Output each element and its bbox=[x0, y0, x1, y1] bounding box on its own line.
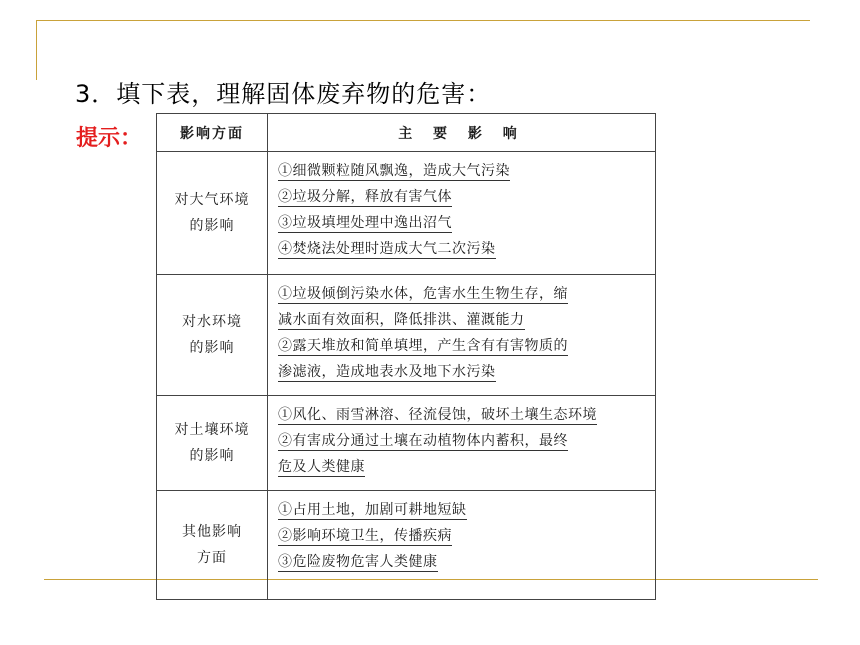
effect-line: 危及人类健康 bbox=[278, 459, 365, 475]
effect-line: ②影响环境卫生，传播疾病 bbox=[278, 528, 452, 544]
aspect-cell bbox=[157, 152, 268, 275]
effect-line: ②垃圾分解，释放有害气体 bbox=[278, 189, 452, 205]
aspect-line: 对土壤环境 bbox=[174, 422, 250, 438]
table-row bbox=[157, 275, 656, 396]
table-row bbox=[157, 396, 656, 491]
aspect-cell bbox=[157, 491, 268, 600]
aspect-cell bbox=[157, 396, 268, 491]
left-rule bbox=[36, 20, 37, 80]
header-aspect: 影响方面 bbox=[157, 114, 268, 152]
hint-label: 提示： bbox=[76, 126, 143, 151]
top-rule bbox=[36, 20, 810, 21]
effect-line: ①细微颗粒随风飘逸，造成大气污染 bbox=[278, 163, 510, 179]
effect-line: ①占用土地，加剧可耕地短缺 bbox=[278, 502, 467, 518]
hazard-table bbox=[156, 113, 656, 600]
aspect-line: 方面 bbox=[197, 550, 227, 566]
aspect-cell bbox=[157, 275, 268, 396]
table-header-row bbox=[157, 114, 656, 152]
table-row bbox=[157, 152, 656, 275]
effect-line: ③垃圾填埋处理中逸出沼气 bbox=[278, 215, 452, 231]
aspect-line: 对大气环境 bbox=[174, 192, 250, 208]
effect-line: 减水面有效面积，降低排洪、灌溉能力 bbox=[278, 312, 525, 328]
effect-line: ③危险废物危害人类健康 bbox=[278, 554, 438, 570]
effect-line: ②有害成分通过土壤在动植物体内蓄积，最终 bbox=[278, 433, 568, 449]
effect-line: ①风化、雨雪淋溶、径流侵蚀，破坏土壤生态环境 bbox=[278, 407, 597, 423]
effect-line: ①垃圾倾倒污染水体，危害水生生物生存，缩 bbox=[278, 286, 568, 302]
aspect-line: 的影响 bbox=[189, 340, 235, 356]
effect-line: ④焚烧法处理时造成大气二次污染 bbox=[278, 241, 496, 257]
table-row bbox=[157, 491, 656, 600]
effects-cell bbox=[268, 275, 656, 396]
aspect-line: 对水环境 bbox=[182, 314, 242, 330]
effect-line: ②露天堆放和简单填埋，产生含有有害物质的 bbox=[278, 338, 568, 354]
header-main-effects: 主 要 影 响 bbox=[268, 114, 656, 152]
aspect-line: 的影响 bbox=[189, 448, 235, 464]
effects-cell bbox=[268, 396, 656, 491]
page-heading: 3．填下表，理解固体废弃物的危害： bbox=[75, 80, 492, 108]
effects-cell bbox=[268, 152, 656, 275]
effect-line: 渗滤液，造成地表水及地下水污染 bbox=[278, 364, 496, 380]
aspect-line: 的影响 bbox=[189, 218, 235, 234]
effects-cell bbox=[268, 491, 656, 600]
aspect-line: 其他影响 bbox=[182, 524, 242, 540]
